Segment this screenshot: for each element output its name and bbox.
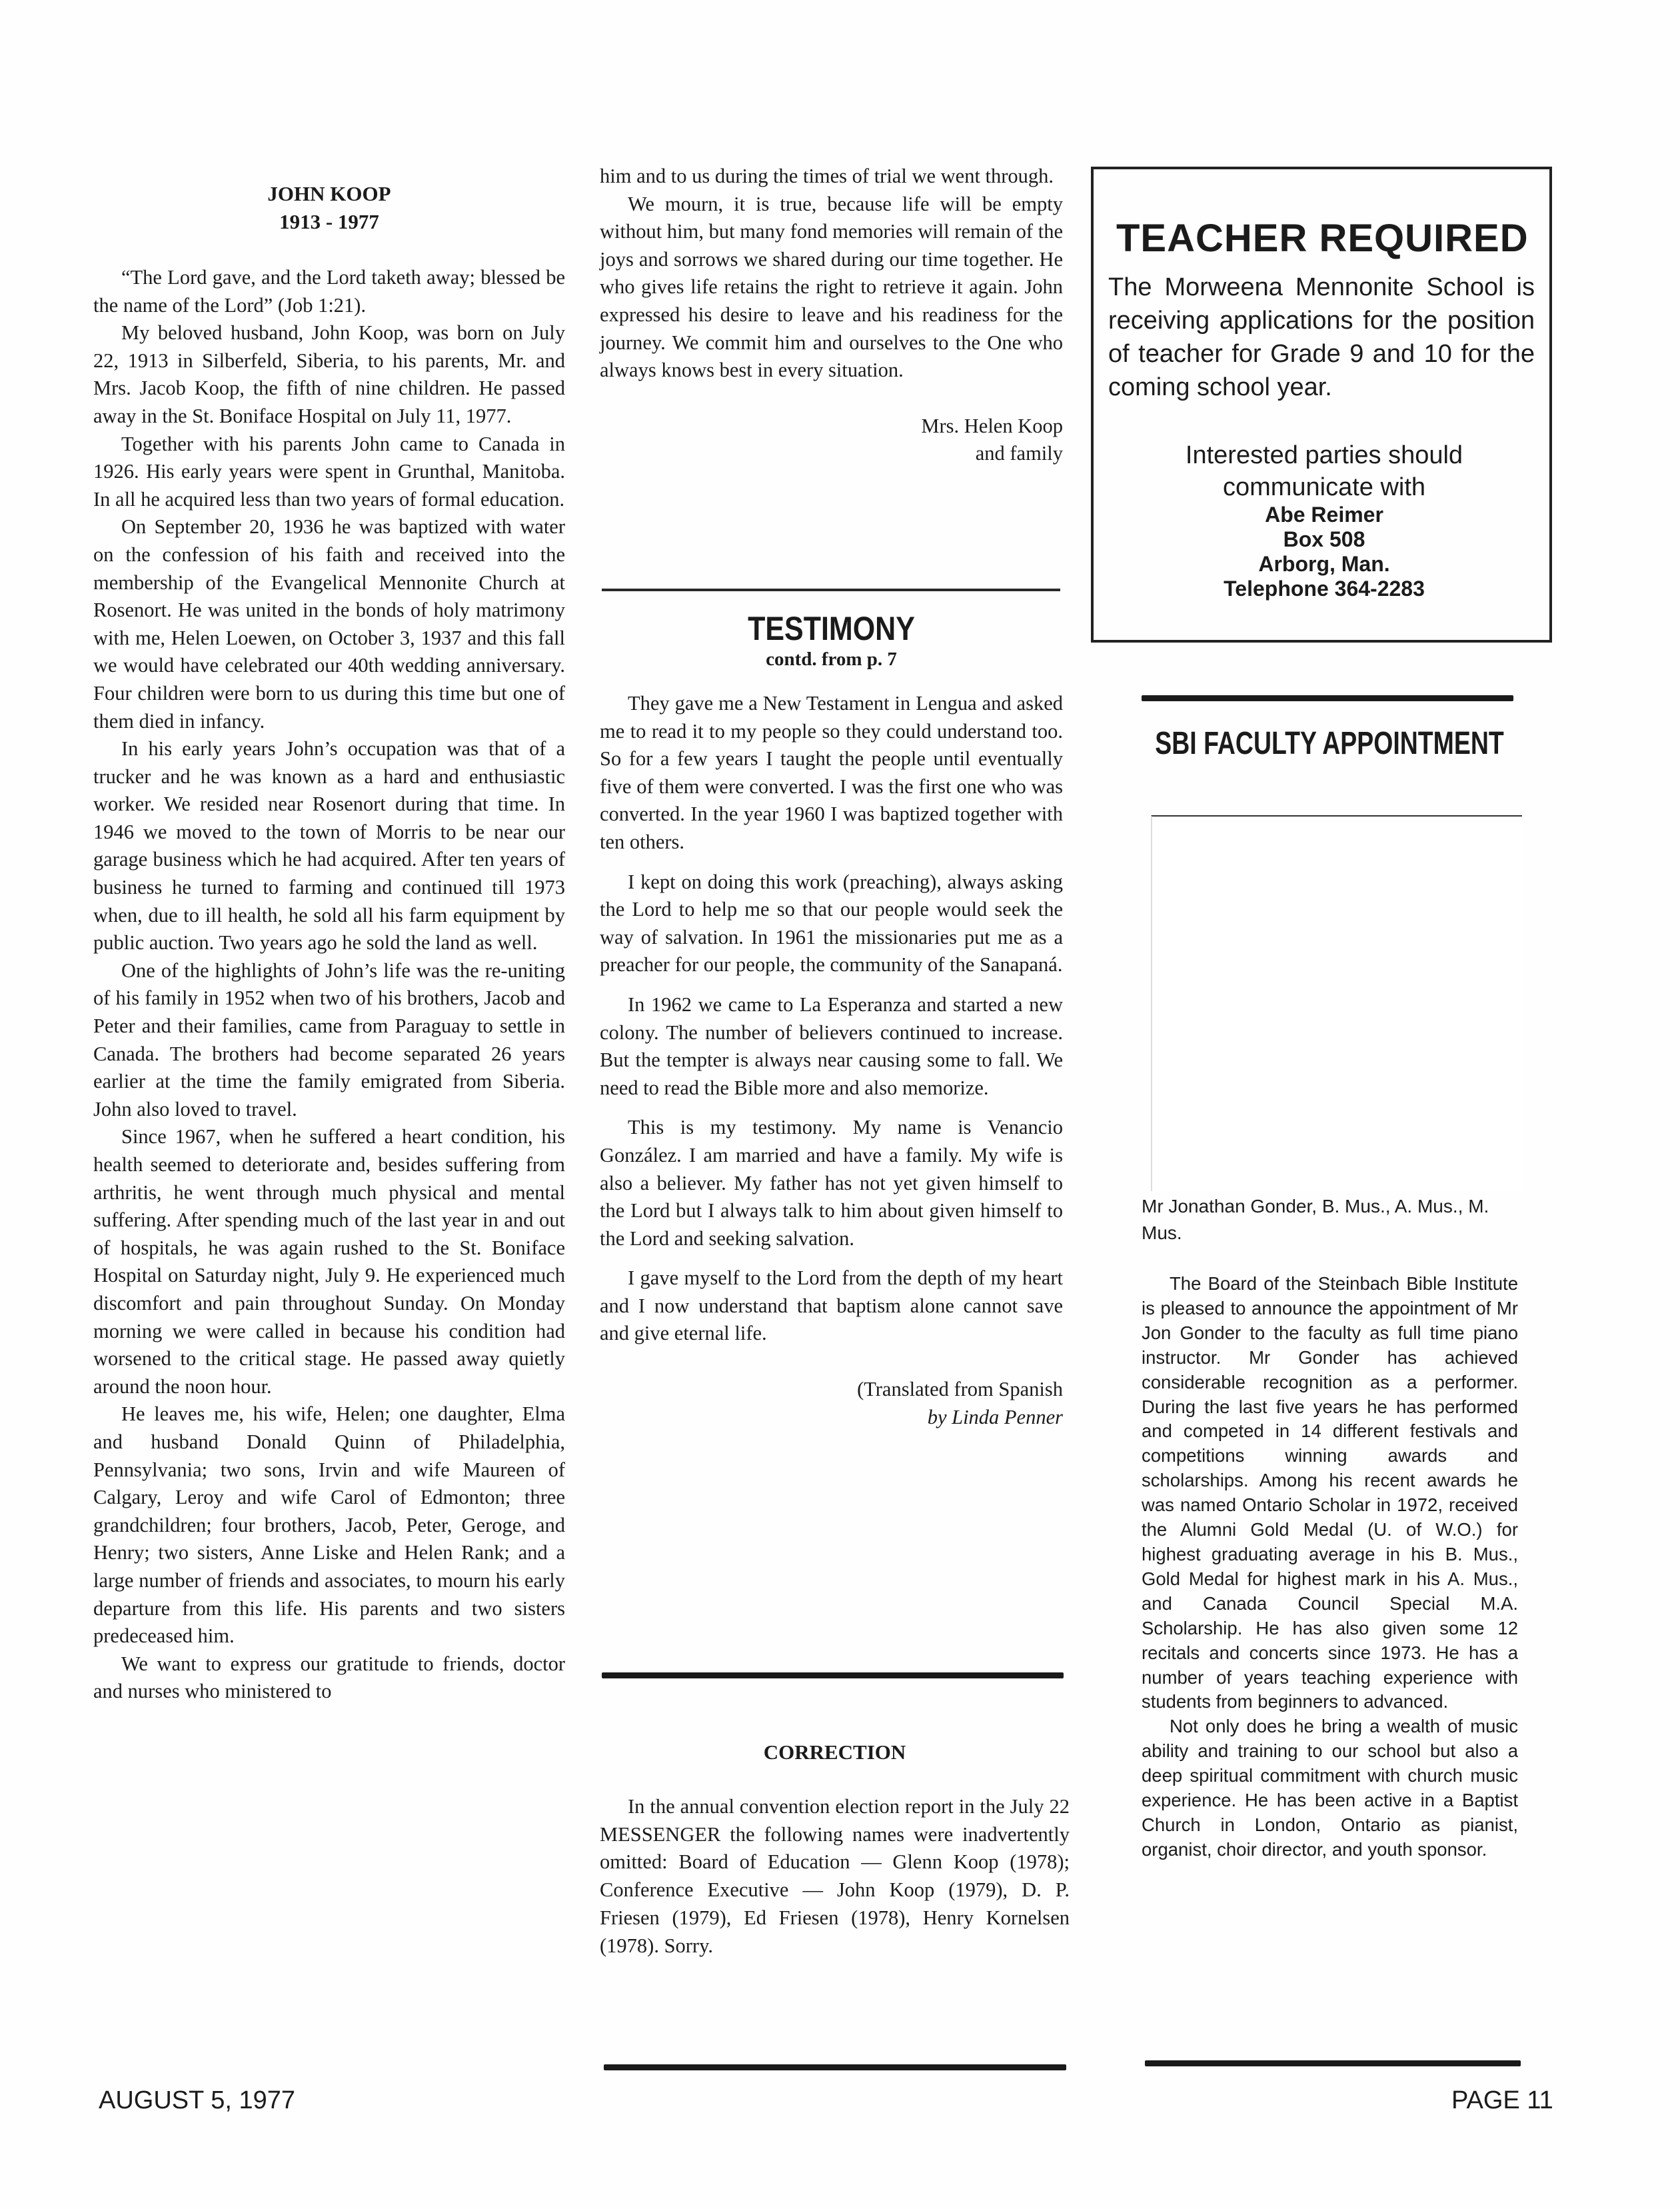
obituary-paragraph: “The Lord gave, and the Lord taketh away; blessed be the name of the Lord” (Job 1:21). <box>93 266 565 317</box>
testimony-subtitle: contd. from p. 7 <box>766 649 897 670</box>
contact-phone: Telephone 364-2283 <box>1224 577 1425 601</box>
obituary-paragraph: He leaves me, his wife, Helen; one daughter, Elma and husband Donald Quinn of Philadelphia, Pennsylvania; two sons, Irvin and wife Maureen of Calgary, Leroy and wife Carol of Edmonton; three grandchildren; four brothers, Jacob, Peter, Geroge, and Henry; two sisters, Anne Liske and Helen Rank; and a large number of friends and associates, to mourn his early departure from this life. His parents and two sisters predeceased him. <box>93 1402 565 1648</box>
signature-line-2: and family <box>975 442 1063 465</box>
obituary-paragraph: Since 1967, when he suffered a heart condition, his health seemed to deteriorate and, besides suffering from arthritis, he went through much physical and mental suffering. After spending much of the last year in and out of hospitals, he was again rushed to the St. Boniface Hospital on Saturday night, July 9. He experienced much discomfort and pain throughout Sunday. On Monday morning we were called in because his condition had worsened to the critical stage. He passed away quietly around the noon hour. <box>93 1125 565 1398</box>
testimony-paragraph: In 1962 we came to La Esperanza and started a new colony. The number of believers continued to increase. But the tempter is always near causing some to fall. We need to read the Bible more and also memorize. <box>600 993 1063 1099</box>
obituary-paragraph: In his early years John’s occupation was that of a trucker and he was known as a hard and enthusiastic worker. We resided near Rosenort during that time. In 1946 we moved to the town of Morris to be near our garage business which he had acquired. After ten years of business he turned to farming and continued till 1973 when, due to ill health, he sold all his farm equipment by public auction. Two years ago he sold the land as well. <box>93 737 565 955</box>
credit-line-2: by Linda Penner <box>927 1405 1063 1428</box>
ad-contact <box>1094 439 1555 503</box>
obituary-continuation: him and to us during the times of trial we went through. <box>600 165 1054 187</box>
testimony-credit <box>600 1376 1063 1431</box>
obituary-paragraph: On September 20, 1936 he was baptized with water on the confession of his faith and received into the membership of the Evangelical Mennonite Church at Rosenort. He was united in the bonds of holy matrimony with me, Helen Loewen, on October 3, 1937 and this fall we would have celebrated our 40th wedding anniversary. Four children were born to us during this time but one of them died in infancy. <box>93 515 565 733</box>
obituary-title: JOHN KOOP <box>267 182 391 205</box>
contact-box: Box 508 <box>1283 527 1365 551</box>
obituary-signature <box>600 413 1063 468</box>
divider <box>602 589 1060 591</box>
sbi-title: SBI FACULTY APPOINTMENT <box>1155 726 1504 761</box>
faculty-photo <box>1151 815 1522 1191</box>
obituary-article <box>93 180 565 1706</box>
ad-body: The Morweena Mennonite School is receiving applications for the position of teacher for Grade 9 and 10 for the coming school year. <box>1108 273 1535 401</box>
teacher-required-ad <box>1091 167 1552 643</box>
testimony-paragraph: I kept on doing this work (preaching), always asking the Lord to help me so that our people would seek the way of salvation. In 1961 the missionaries put me as a preacher for our people, the community of the Sanapaná. <box>600 870 1063 977</box>
contact-line-1: Interested parties should <box>1185 441 1463 469</box>
ad-address <box>1094 503 1555 601</box>
divider <box>602 1672 1064 1678</box>
testimony-paragraph: They gave me a New Testament in Lengua and asked me to read it to my people so they could understand too. So for a few years I taught the people until eventually five of them were converted. I was the first one who was converted. In the year 1960 I was baptized together with ten others. <box>600 692 1063 853</box>
obituary-paragraph: My beloved husband, John Koop, was born on July 22, 1913 in Silberfeld, Siberia, to his parents, Mr. and Mrs. Jacob Koop, the fifth of nine children. He passed away in the St. Boniface Hospital on July 11, 1977. <box>93 321 565 427</box>
credit-line-1: (Translated from Spanish <box>857 1378 1063 1401</box>
testimony-paragraph: This is my testimony. My name is Venancio González. I am married and have a family. My wife is also a believer. My father has not yet given himself to the Lord but I always talk to him about given himself to the Lord and seeking salvation. <box>600 1116 1063 1250</box>
middle-column <box>600 163 1063 468</box>
contact-line-2: communicate with <box>1222 473 1426 501</box>
page-number: PAGE 11 <box>1451 2086 1553 2114</box>
signature-line-1: Mrs. Helen Koop <box>921 414 1063 437</box>
correction-title: CORRECTION <box>763 1740 906 1764</box>
testimony-title: TESTIMONY <box>748 610 915 647</box>
testimony-paragraph: I gave myself to the Lord from the depth of my heart and I now understand that baptism alone cannot save and give eternal life. <box>600 1266 1063 1345</box>
issue-date: AUGUST 5, 1977 <box>99 2086 296 2114</box>
sbi-article <box>1142 1272 1518 1862</box>
testimony-article <box>600 610 1063 1431</box>
sbi-paragraph: The Board of the Steinbach Bible Institute is pleased to announce the appointment of Mr Jon Gonder to the faculty as full time piano instructor. Mr Gonder has achieved considerable recognition as a performer. During the last five years he has performed and competed in 14 different festivals and competitions winning awards and scholarships. Among his recent awards he was named Ontario Scholar in 1972, received the Alumni Gold Medal (U. of W.O.) for highest graduating average in his B. Mus., Gold Medal for highest mark in his A. Mus., and Canada Council Special M.A. Scholarship. He has also given some 12 recitals and concerts since 1973. He has a number of years teaching experience with students from beginners to advanced. <box>1142 1273 1518 1712</box>
sbi-paragraph: Not only does he bring a wealth of music ability and training to our school but also a deep spiritual commitment with church music experience. He has been active in a Baptist Church in London, Ontario as pianist, organist, choir director, and youth sponsor. <box>1142 1716 1518 1860</box>
photo-caption: Mr Jonathan Gonder, B. Mus., A. Mus., M. Mus. <box>1142 1196 1489 1243</box>
divider <box>1145 2060 1521 2066</box>
ad-title: TEACHER REQUIRED <box>1116 217 1529 260</box>
obituary-paragraph: Together with his parents John came to Canada in 1926. His early years were spent in Grunthal, Manitoba. In all he acquired less than two years of formal education. <box>93 432 565 511</box>
contact-town: Arborg, Man. <box>1258 552 1390 576</box>
obituary-paragraph: One of the highlights of John’s life was the re-uniting of his family in 1952 when two of his brothers, Jacob and Peter and their families, came from Paraguay to settle in Canada. The brothers had become separated 26 years earlier at the time the family emigrated from Siberia. John also loved to travel. <box>93 959 565 1120</box>
obituary-dates: 1913 - 1977 <box>279 210 379 233</box>
obituary-paragraph: We want to express our gratitude to friends, doctor and nurses who ministered to <box>93 1652 565 1703</box>
divider <box>604 2064 1066 2070</box>
divider <box>1142 695 1513 701</box>
contact-name: Abe Reimer <box>1265 503 1383 527</box>
correction-article <box>600 1738 1070 1960</box>
correction-text: In the annual convention election report in the July 22 MESSENGER the following names were inadvertently omitted: Board of Education — Glenn Koop (1978); Conference Executive — John Koop (1979), D. P. Friesen (1979), Ed Friesen (1978), Henry Kornelsen (1978). Sorry. <box>600 1794 1070 1957</box>
obituary-continuation: We mourn, it is true, because life will be empty without him, but many fond memories will remain of the joys and sorrows we shared during our time together. He who gives life retains the right to retrieve it again. John expressed his desire to leave and his readiness for the journey. We commit him and ourselves to the One who always knows best in every situation. <box>600 192 1063 382</box>
